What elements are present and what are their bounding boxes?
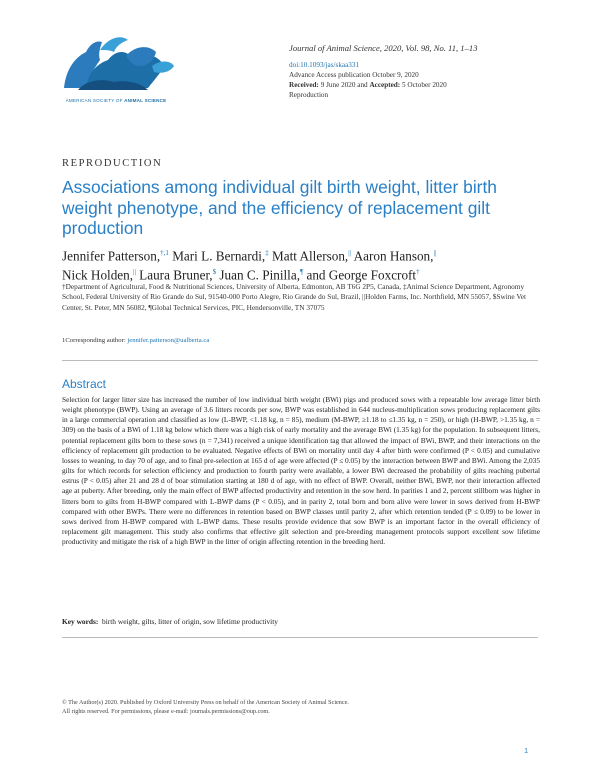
author-affil-mark: † (416, 268, 420, 277)
divider (62, 360, 538, 361)
copyright-notice: © The Author(s) 2020. Published by Oxford University Press on behalf of the American Society of Animal Science. All rights reserved. For permissions, please e-mail: journals.permissions@oup.com. (62, 699, 349, 715)
abstract-heading: Abstract (62, 377, 107, 391)
author-affil-mark: †,1 (160, 249, 169, 257)
author-line-2 (62, 264, 562, 283)
article-title: Associations among individual gilt birth weight, litter birth weight phenotype, and the efficiency of replacement gilt production (62, 177, 497, 239)
article-category: Reproduction (289, 90, 329, 99)
keywords-label: Key words: (62, 617, 99, 626)
keywords-text: birth weight, gilts, litter of origin, sow lifetime productivity (102, 617, 278, 626)
author-name: Juan C. Pinilla, (216, 267, 300, 283)
divider (62, 637, 538, 638)
journal-header (289, 43, 569, 100)
journal-citation: Journal of Animal Science, 2020, Vol. 98, No. 11, 1–13 (289, 43, 478, 53)
author-list (62, 245, 562, 284)
keywords (62, 617, 540, 626)
author-affil-mark: || (348, 249, 352, 257)
author-affil-mark: || (133, 268, 136, 277)
received-accepted: Received: 9 June 2020 and Accepted: 5 October 2020 (289, 80, 447, 89)
author-name: Laura Bruner, (135, 267, 213, 283)
author-name: and George Foxcroft (303, 267, 417, 283)
corresponding-email-link[interactable]: jennifer.patterson@ualberta.ca (127, 337, 210, 344)
page-number: 1 (524, 746, 529, 755)
author-affil-mark: ‡ (265, 249, 269, 257)
section-label: REPRODUCTION (62, 158, 163, 169)
abstract-body: Selection for larger litter size has increased the number of low individual birth weight (BWi) pigs and produced sows with a repeatable low average litter birth weight phenotype (BWP). Using an average of 3.6 litters records per sow, BWP was established in 644 nucleus-multiplication sows producing replacement gilts in a large commercial operation and classified as low (L-BWP, <1.18 kg, n = 85), medium (M-BWP, ≥1.18 to ≤1.35 kg, n = 250), or high (H-BWP, >1.35 kg, n = 309) on the basis of a BWi of 1.18 kg below which there was a high risk of early mortality and the average BWi (1.35 kg) for the population. In subsequent litters, potential replacement gilts born to these sows (n = 7,341) received a unique identification tag that allowed the impact of BWi, BWP, and their interactions on the efficiency of replacement gilt production to be evaluated. Negative effects of BWi on mortality until day 4 after birth were confirmed (P < 0.05) and cumulative losses to weaning, to day 70 of age, and to final pre-selection at 165 d of age were affected (P ≤ 0.05) by the interaction between BWP and BWi. Among the 2,035 gilts for which records for selection efficiency and production to fourth parity were available, a lower BWi decreased the probability of gilts reaching pubertal estrus (P < 0.05) after 21 and 28 d of boar stimulation starting at 180 d of age, with no effect of BWP. Overall, neither BWi, BWP, nor their interaction affected age at puberty. After breeding, only the main effect of BWP affected productivity and retention in the sow herd. In parities 1 and 2, percent stillborn was higher in litters born to gilts from H-BWP compared with L-BWP dams (P < 0.05), and in parity 2, total born and born alive were lower in sows derived from H-BWP compared with other BWPs. There were no differences in retention based on BWP classes until parity 2, after which retention tended (P ≤ 0.09) to be lower in sows derived from H-BWP compared with L-BWP dams. These results provide evidence that sow BWP is an important factor in the overall efficiency of replacement gilt management. This study also confirms that effective gilt selection and pre-breeding management protocols support excellent sow lifetime productivity and mitigate the risk of a high BWP in the litter of origin affecting retention in the breeding herd. (62, 395, 540, 547)
logo-text: AMERICAN SOCIETY OF ANIMAL SCIENCE (65, 98, 167, 103)
author-affil-mark: $ (212, 268, 217, 277)
author-line-1 (62, 245, 562, 264)
corresponding-author: 1Corresponding author: jennifer.patterson@ualberta.ca (62, 337, 210, 344)
doi-link[interactable]: doi:10.1093/jas/skaa331 (289, 61, 360, 69)
author-affil-mark: ¶ (300, 268, 304, 277)
author-name: Nick Holden, (62, 267, 134, 283)
author-name: Aaron Hanson, (351, 248, 434, 264)
society-logo (56, 30, 176, 112)
advance-access: Advance Access publication October 9, 2020 (289, 71, 419, 79)
author-name: Jennifer Patterson, (62, 248, 161, 264)
author-name: Matt Allerson, (268, 248, 349, 264)
author-affil-mark: || (433, 249, 437, 257)
affiliations: †Department of Agricultural, Food & Nutritional Sciences, University of Alberta, Edmonton, AB T6G 2P5, Canada, ‡Animal Science Department, Agronomy School, Federal University of Rio Grande do Sul, 91540-000 Porto Alegre, Rio Grande do Sul, Brazil, ||Holden Farms, Inc. Northfield, MN 55057, $Swine Vet Center, St. Peter, MN 56082, ¶Global Technical Services, PIC, Hendersonville, TN 37075 (62, 282, 527, 312)
author-name: Mari L. Bernardi, (168, 248, 266, 264)
animal-silhouettes-logo-icon (56, 30, 176, 100)
